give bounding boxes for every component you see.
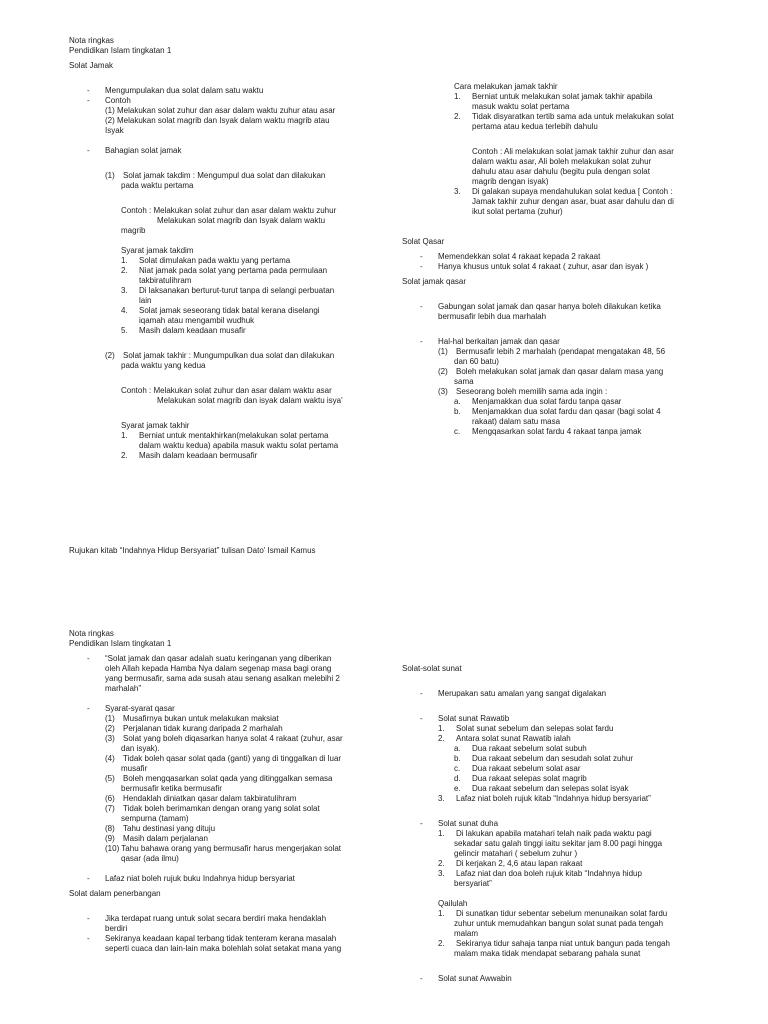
subheading: Syarat jamak takdim xyxy=(121,246,194,255)
example-text: magrib dengan isyak) xyxy=(472,177,549,186)
list-item: 3. Lafaz niat dan doa boleh rujuk kitab “Indahnya hidup xyxy=(438,869,642,878)
list-item: sempurna (tamam) xyxy=(121,814,189,823)
list-item: 4. Solat jamak seseorang tidak batal kerana diselangi xyxy=(121,306,320,315)
list-item: (8) Tahu destinasi yang dituju xyxy=(105,824,216,833)
subheading: Syarat jamak takhir xyxy=(121,421,190,430)
section-title: Solat dalam penerbangan xyxy=(69,889,161,898)
list-item: (2) Melakukan solat magrib dan Isyak dalam waktu magrib atau xyxy=(105,116,330,125)
list-item: - Mengumpulakan dua solat dalam satu waktu xyxy=(87,86,264,95)
list-item: (5) Boleh mengqasarkan solat qada yang ditinggalkan semasa xyxy=(105,774,333,783)
list-item: malam maka tidak mendapat sebarang pahala sunat xyxy=(454,949,641,958)
list-item: 1. Berniat untuk melakukan solat jamak takhir apabila xyxy=(454,92,653,101)
section-title: Solat Jamak xyxy=(69,61,114,70)
list-item: dalam waktu kedua) apabila masuk waktu solat pertama xyxy=(139,441,339,450)
nota-heading: Nota ringkas xyxy=(69,36,114,45)
list-item: 3. Di galakan supaya mendahulukan solat kedua [ Contoh : xyxy=(454,187,673,196)
list-item: c. Dua rakaat sebelum solat asar xyxy=(454,764,581,773)
list-item: (2) Boleh melakukan solat jamak dan qasar dalam masa yang xyxy=(438,367,664,376)
section-title: Solat Qasar xyxy=(402,237,445,246)
list-item: bersyariat” xyxy=(454,879,492,888)
quote-text: marhalah” xyxy=(105,684,142,693)
list-item: zuhur untuk memudahkan bangun solat sunat pada tengah xyxy=(454,919,664,928)
list-item: rakaat) dalam satu masa xyxy=(472,417,561,426)
list-item: 3. Di laksanakan berturut-turut tanpa di selangi perbuatan xyxy=(121,286,335,295)
list-item: (1) Melakukan solat zuhur dan asar dalam waktu zuhur atau asar xyxy=(105,106,336,115)
list-item: - Solat sunat Rawatib xyxy=(420,714,510,723)
list-item: - Memendekkan solat 4 rakaat kepada 2 rakaat xyxy=(420,252,601,261)
list-item: (9) Masih dalam perjalanan xyxy=(105,834,208,843)
list-item: 1. Di sunatkan tidur sebentar sebelum menunaikan solat fardu xyxy=(438,909,668,918)
quote-text: oleh Allah kepada Hamba Nya dalam segenap masa bagi orang xyxy=(105,664,332,673)
list-item: 2. Sekiranya tidur sahaja tanpa niat untuk bangun pada tengah xyxy=(438,939,670,948)
list-item: 1. Solat dimulakan pada waktu yang pertama xyxy=(121,256,291,265)
list-item: 2. Antara solat sunat Rawatib ialah xyxy=(438,734,571,743)
subheading: Qailulah xyxy=(438,899,468,908)
quote-text: yang bermusafir, sama ada susah atau senang asalkan melebihi 2 xyxy=(105,674,340,683)
list-item: (3) Solat yang boleh diqasarkan hanya solat 4 rakaat (zuhur, asar xyxy=(105,734,343,743)
list-item: - Solat sunat Awwabin xyxy=(420,974,512,983)
list-item: sekadar satu galah tinggi iaitu sekitar jam 8.00 pagi hingga xyxy=(454,839,663,848)
quote-text: - “Solat jamak dan qasar adalah suatu keringanan yang diberikan xyxy=(87,654,332,663)
example-text: Contoh : Melakukan solat zuhur dan asar dalam waktu zuhur xyxy=(121,206,337,215)
subject-heading: Pendidikan Islam tingkatan 1 xyxy=(69,639,172,648)
page1-right-column xyxy=(402,82,704,437)
list-item: 1. Solat sunat sebelum dan selepas solat fardu xyxy=(438,724,614,733)
subject-heading: Pendidikan Islam tingkatan 1 xyxy=(69,46,172,55)
list-item: - Bahagian solat jamak xyxy=(87,146,182,155)
section-title: Solat-solat sunat xyxy=(402,664,462,673)
nota-heading: Nota ringkas xyxy=(69,629,114,638)
section-title: Solat jamak qasar xyxy=(402,277,467,286)
example-text: Contoh : Ali melakukan solat jamak takhir zuhur dan asar xyxy=(472,147,674,156)
list-item: 2. Tidak disyaratkan tertib sama ada untuk melakukan solat xyxy=(454,112,674,121)
list-item: (1) Solat jamak takdim : Mengumpul dua solat dan dilakukan xyxy=(105,171,326,180)
list-item: takbiratulihram xyxy=(139,276,192,285)
page2-left-column xyxy=(69,629,369,954)
list-item: Isyak xyxy=(105,126,124,135)
list-item: a. Dua rakaat sebelum solat subuh xyxy=(454,744,587,753)
list-item: 2. Di kerjakan 2, 4,6 atau lapan rakaat xyxy=(438,859,583,868)
list-item: 1. Berniat untuk mentakhirkan(melakukan solat pertama xyxy=(121,431,329,440)
list-item: (4) Tidak boleh qasar solat qada (ganti) yang di tinggalkan di luar xyxy=(105,754,342,763)
list-item: pada waktu pertama xyxy=(121,181,194,190)
list-item: a. Menjamakkan dua solat fardu tanpa qasar xyxy=(454,397,622,406)
list-item: berdiri xyxy=(105,924,128,933)
list-item: - Syarat-syarat qasar xyxy=(87,704,175,713)
list-item: - Sekiranya keadaan kapal terbang tidak tenteram kerana masalah xyxy=(87,934,337,943)
list-item: 3. Lafaz niat boleh rujuk kitab “Indahnya hidup bersyariat” xyxy=(438,794,651,803)
list-item: iqamah atau mengambil wudhuk xyxy=(139,316,255,325)
list-item: musafir xyxy=(121,764,148,773)
list-item: 5. Masih dalam keadaan musafir xyxy=(121,326,246,335)
list-item: b. Dua rakaat sebelum dan sesudah solat zuhur xyxy=(454,754,633,763)
list-item: gelincir matahari ( sebelum zuhur ) xyxy=(454,849,578,858)
list-item: - Contoh xyxy=(87,96,131,105)
list-item: dan 60 batu) xyxy=(454,357,499,366)
list-item: d. Dua rakaat selepas solat magrib xyxy=(454,774,587,783)
list-item: masuk waktu solat pertama xyxy=(472,102,570,111)
list-item: 1. Di lakukan apabila matahari telah naik pada waktu pagi xyxy=(438,829,652,838)
list-item: bermusafir lebih dua marhalah xyxy=(438,312,547,321)
list-item: (1) Bermusafir lebih 2 marhalah (pendapat mengatakan 48, 56 xyxy=(438,347,666,356)
list-item: c. Mengqasarkan solat fardu 4 rakaat tanpa jamak xyxy=(454,427,642,436)
list-item: ikut solat pertama (zuhur) xyxy=(472,207,563,216)
list-item: 2. Masih dalam keadaan bermusafir xyxy=(121,451,258,460)
list-item: (2) Perjalanan tidak kurang daripada 2 marhalah xyxy=(105,724,283,733)
list-item: (10) Tahu bahawa orang yang bermusafir harus mengerjakan solat xyxy=(105,844,341,853)
list-item: (2) Solat jamak takhir : Mungumpulkan dua solat dan dilakukan xyxy=(105,351,335,360)
example-text: dahulu atau asar dahulu (begitu pula dengan solat xyxy=(472,167,650,176)
list-item: (6) Hendaklah diniatkan qasar dalam takbiratulihram xyxy=(105,794,297,803)
example-text: Melakukan solat magrib dan isyak dalam waktu isya' xyxy=(157,396,343,405)
example-text: magrib xyxy=(121,226,146,235)
list-item: bermusafir ketika bermusafir xyxy=(121,784,222,793)
list-item: pada waktu yang kedua xyxy=(121,361,206,370)
list-item: seperti cuaca dan lain-lain maka bolehlah solat setakat mana yang xyxy=(105,944,342,953)
list-item: e. Dua rakaat sebelum dan selepas solat isyak xyxy=(454,784,629,793)
list-item: - Hal-hal berkaitan jamak dan qasar xyxy=(420,337,560,346)
list-item: 2. Niat jamak pada solat yang pertama pada permulaan xyxy=(121,266,328,275)
list-item: (1) Musafirnya bukan untuk melakukan maksiat xyxy=(105,714,279,723)
list-item: (3) Seseorang boleh memilih sama ada ingin : xyxy=(438,387,608,396)
list-item: - Gabungan solat jamak dan qasar hanya boleh dilakukan ketika xyxy=(420,302,661,311)
list-item: pertama atau kedua terlebih dahulu xyxy=(472,122,598,131)
list-item: (7) Tidak boleh berimamkan dengan orang yang solat solat xyxy=(105,804,320,813)
example-text: Contoh : Melakukan solat zuhur dan asar dalam waktu asar xyxy=(121,386,332,395)
example-text: Melakukan solat magrib dan Isyak dalam waktu xyxy=(157,216,326,225)
list-item: - Jika terdapat ruang untuk solat secara berdiri maka hendaklah xyxy=(87,914,327,923)
reference-note: Rujukan kitab “Indahnya Hidup Bersyariat” tulisan Dato' Ismail Kamus xyxy=(69,546,316,555)
page1-left-column xyxy=(69,36,369,461)
page2-right-column xyxy=(402,664,704,984)
list-item: dan isyak). xyxy=(121,744,160,753)
list-item: qasar (ada ilmu) xyxy=(121,854,179,863)
list-item: malam xyxy=(454,929,479,938)
list-item: b. Menjamakkan dua solat fardu dan qasar (bagi solat 4 xyxy=(454,407,661,416)
example-text: dalam waktu asar, Ali boleh melakukan solat zuhur xyxy=(472,157,652,166)
list-item: - Hanya khusus untuk solat 4 rakaat ( zuhur, asar dan isyak ) xyxy=(420,262,649,271)
list-item: - Solat sunat duha xyxy=(420,819,499,828)
subheading: Cara melakukan jamak takhir xyxy=(454,82,558,91)
list-item: - Merupakan satu amalan yang sangat digalakan xyxy=(420,689,607,698)
list-item: sama xyxy=(454,377,474,386)
list-item: - Lafaz niat boleh rujuk buku Indahnya hidup bersyariat xyxy=(87,874,295,883)
list-item: lain xyxy=(139,296,152,305)
list-item: Jamak takhir zuhur dengan asar, buat asar dahulu dan di xyxy=(472,197,674,206)
